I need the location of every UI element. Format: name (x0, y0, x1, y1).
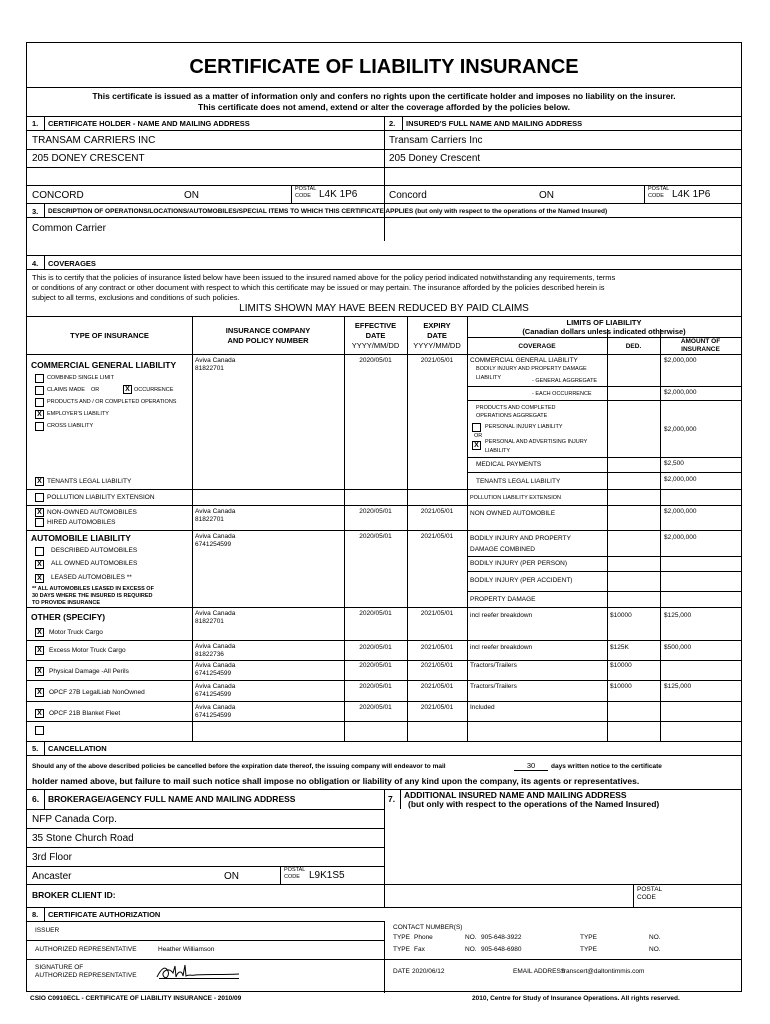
other-row-4-checkbox[interactable]: X (35, 688, 44, 697)
amt-tenants: $2,000,000 (664, 476, 697, 483)
insured-postal-label-2: CODE (648, 193, 664, 199)
sec2-num: 2. (389, 119, 396, 128)
holder-address: 205 DONEY CRESCENT (32, 153, 145, 164)
phone2-type-label: TYPE (580, 934, 597, 941)
date-label: DATE (393, 968, 410, 975)
intro-line-1: This certificate is issued as a matter of information only and confers no rights upon the certificate holder and imposes no liability on the insurer. (92, 91, 676, 101)
fax-number: 905-648-6980 (481, 946, 522, 953)
date-value: 2020/06/12 (412, 968, 445, 975)
holder-province: ON (184, 190, 199, 201)
header-coverage: COVERAGE (518, 343, 556, 350)
header-exp-2: DATE (427, 331, 447, 340)
all-owned-label: ALL OWNED AUTOMOBILES (51, 560, 138, 567)
other-row-1-amount: $125,000 (664, 612, 692, 619)
hired-autos-checkbox[interactable] (35, 518, 44, 527)
header-amount-1: AMOUNT OF (680, 338, 721, 345)
header-eff-1: EFFECTIVE (354, 321, 397, 330)
sec8-num: 8. (32, 910, 39, 919)
sec4-label: COVERAGES (48, 259, 96, 268)
signature-label-1: SIGNATURE OF (35, 964, 84, 971)
holder-postal-label-2: CODE (295, 193, 311, 199)
amt-each-occurrence: $2,000,000 (664, 389, 697, 396)
auto-cov-3: BODILY INJURY (PER ACCIDENT) (470, 577, 573, 584)
other-row-5-checkbox[interactable]: X (35, 709, 44, 718)
cov-products-2: OPERATIONS AGGREGATE (476, 413, 548, 419)
email-value: transcert@daltontimmis.com (562, 968, 645, 975)
cov-liability: LIABILITY (476, 375, 502, 381)
other-row-4-exp: 2021/05/01 (420, 683, 454, 690)
broker-city: Ancaster (32, 871, 72, 882)
broker-address-1: 35 Stone Church Road (32, 833, 134, 844)
insured-province: ON (539, 190, 554, 201)
other-row-1-ded: $10000 (610, 612, 632, 619)
header-eff-3: YYYY/MM/DD (351, 341, 400, 350)
cov-advertising-1: PERSONAL AND ADVERTISING INJURY (485, 439, 588, 445)
auto-note-3: TO PROVIDE INSURANCE (32, 600, 101, 606)
cov-medical: MEDICAL PAYMENTS (476, 461, 542, 468)
sec8-label: CERTIFICATE AUTHORIZATION (48, 910, 161, 919)
header-ded: DED. (625, 343, 642, 350)
contact-label: CONTACT NUMBER(S) (393, 924, 463, 931)
fax2-type-label: TYPE (580, 946, 597, 953)
additional-postal-label-1: POSTAL (637, 886, 663, 893)
auto-cov-2: BODILY INJURY (PER PERSON) (470, 560, 568, 567)
auto-title: AUTOMOBILE LIABILITY (31, 533, 131, 543)
auto-eff-date: 2020/05/01 (359, 533, 392, 540)
other-row-5-exp: 2021/05/01 (420, 704, 454, 711)
intro-line-2: This certificate does not amend, extend or alter the coverage afforded by the policies below. (198, 102, 570, 112)
holder-postal: L4K 1P6 (319, 189, 358, 200)
auto-note-1: ** ALL AUTOMOBILES LEASED IN EXCESS OF (32, 586, 154, 592)
holder-postal-label-1: POSTAL (295, 186, 317, 192)
pollution-label: POLLUTION LIABILITY EXTENSION (47, 494, 155, 501)
personal-injury-checkbox[interactable] (472, 423, 481, 432)
nonowned-policy: 81822701 (195, 516, 224, 523)
limits-note: LIMITS SHOWN MAY HAVE BEEN REDUCED BY PAID CLAIMS (239, 303, 529, 314)
cgl-eff-date: 2020/05/01 (359, 357, 392, 364)
cgl-title: COMMERCIAL GENERAL LIABILITY (31, 360, 177, 370)
auth-rep-label: AUTHORIZED REPRESENTATIVE (35, 946, 137, 953)
described-autos-label: DESCRIBED AUTOMOBILES (51, 547, 138, 554)
sec4-num: 4. (32, 259, 39, 268)
issuer-label: ISSUER (35, 927, 60, 934)
other-row-4-amount: $125,000 (664, 683, 692, 690)
other-row-1-eff: 2020/05/01 (359, 610, 392, 617)
or-label: OR (91, 387, 100, 393)
other-row-2-checkbox[interactable]: X (35, 646, 44, 655)
employers-liability-checkbox[interactable]: X (35, 410, 44, 419)
sec1-num: 1. (32, 119, 39, 128)
cancellation-days: 30 (514, 762, 548, 771)
other-row-5-company: Aviva Canada (195, 704, 236, 711)
header-limits-1: LIMITS OF LIABILITY (566, 318, 642, 327)
nonowned-amount: $2,000,000 (664, 508, 697, 515)
page-title: CERTIFICATE OF LIABILITY INSURANCE (189, 56, 579, 78)
other-row-2-eff: 2020/05/01 (359, 644, 392, 651)
combined-single-limit-checkbox[interactable] (35, 374, 44, 383)
other-row-3-policy: 6741254599 (195, 670, 232, 677)
signature-image (155, 961, 241, 983)
insured-postal-label-1: POSTAL (648, 186, 670, 192)
phone-no-label: NO. (465, 934, 477, 941)
cov-personal-injury: PERSONAL INJURY LIABILITY (485, 424, 563, 430)
sec1-label: CERTIFICATE HOLDER - NAME AND MAILING ADDRESS (48, 119, 250, 128)
holder-name: TRANSAM CARRIERS INC (32, 135, 156, 146)
sec6-label: BROKERAGE/AGENCY FULL NAME AND MAILING ADDRESS (48, 794, 296, 804)
insured-address: 205 Doney Crescent (389, 153, 481, 164)
broker-postal: L9K1S5 (309, 870, 345, 881)
claims-made-checkbox[interactable] (35, 386, 44, 395)
broker-address-2: 3rd Floor (32, 852, 73, 863)
other-row-2-label: Excess Motor Truck Cargo (49, 647, 126, 654)
sec2-label: INSURED'S FULL NAME AND MAILING ADDRESS (406, 119, 583, 128)
cancellation-text-2: holder named above, but failure to mail such notice shall impose no obligation or liability of any kind upon the company, its agents or representatives. (32, 776, 640, 786)
insured-name: Transam Carriers Inc (389, 135, 483, 146)
auth-rep-name: Heather Williamson (158, 946, 215, 953)
other-row-2-ded: $125K (610, 644, 629, 651)
auto-company: Aviva Canada (195, 533, 236, 540)
described-autos-checkbox[interactable] (35, 547, 44, 556)
pollution-checkbox[interactable] (35, 493, 44, 502)
holder-city: CONCORD (32, 190, 84, 201)
cancellation-text-1b: days written notice to the certificate (551, 763, 662, 770)
other-row-3-checkbox[interactable]: X (35, 667, 44, 676)
occurrence-checkbox[interactable]: X (123, 385, 132, 394)
sec6-num: 6. (32, 794, 40, 804)
other-row-3-company: Aviva Canada (195, 662, 236, 669)
broker-province: ON (224, 871, 239, 882)
header-exp-3: YYYY/MM/DD (413, 341, 461, 350)
cov-products-1: PRODUCTS AND COMPLETED (476, 405, 556, 411)
header-company-1: INSURANCE COMPANY (225, 326, 311, 335)
other-row-5-coverage: Included (470, 704, 495, 711)
other-row-3-ded: $10000 (610, 662, 632, 669)
auto-cov-4: PROPERTY DAMAGE (470, 596, 536, 603)
sec5-label: CANCELLATION (48, 744, 107, 753)
nonowned-company: Aviva Canada (195, 508, 236, 515)
cancellation-text-1a: Should any of the above described policies be cancelled before the expiration date thereof, the issuing company will endeavor to mail (32, 763, 446, 770)
other-row-6-checkbox[interactable] (35, 726, 44, 735)
auto-exp-date: 2021/05/01 (420, 533, 454, 540)
certificate-form (26, 42, 742, 992)
other-row-1-checkbox[interactable]: X (35, 628, 44, 637)
cov-tenants: TENANTS LEGAL LIABILITY (476, 478, 561, 485)
occurrence-label: OCCURRENCE (134, 387, 174, 393)
cgl-company: Aviva Canada (195, 357, 236, 364)
cov-cgl: COMMERCIAL GENERAL LIABILITY (470, 357, 578, 364)
sec3-num: 3. (32, 207, 39, 216)
sec7-label-1: ADDITIONAL INSURED NAME AND MAILING ADDRESS (404, 790, 627, 800)
header-exp-1: EXPIRY (423, 321, 451, 330)
other-row-2-policy: 81822736 (195, 651, 224, 658)
auto-policy: 6741254599 (195, 541, 232, 548)
cgl-policy: 81822701 (195, 365, 224, 372)
sec5-num: 5. (32, 744, 39, 753)
coverage-text-3: subject to all terms, exclusions and conditions of such policies. (32, 293, 240, 302)
other-row-2-amount: $500,000 (664, 644, 692, 651)
other-row-5-label: OPCF 21B Blanket Fleet (49, 710, 121, 717)
leased-autos-label: LEASED AUTOMOBILES ** (51, 574, 132, 581)
coverage-text-2: or conditions of any contract or other document with respect to which this certificate may be issued or may pertain. The insurance afforded by the policies described herein is (32, 283, 605, 292)
other-row-1-policy: 81822701 (195, 618, 224, 625)
amt-general-aggregate: $2,000,000 (664, 357, 697, 364)
personal-advertising-checkbox[interactable]: X (472, 441, 481, 450)
other-row-1-coverage: incl reefer breakdown (470, 612, 533, 619)
amt-medical: $2,500 (664, 460, 684, 467)
amt-advertising: $2,000,000 (664, 426, 697, 433)
fax-type: Fax (414, 946, 425, 953)
other-row-3-eff: 2020/05/01 (359, 662, 392, 669)
non-owned-checkbox[interactable]: X (35, 508, 44, 517)
employers-liability-label: EMPLOYER'S LIABILITY (47, 411, 109, 417)
sec3-label: DESCRIPTION OF OPERATIONS/LOCATIONS/AUTOMOBILES/SPECIAL ITEMS TO WHICH THIS CERTIFICATE APPLIES (but only with respect to the operations of the Named Insured) (48, 208, 608, 215)
header-eff-2: DATE (365, 331, 386, 340)
cov-pollution: POLLUTION LIABILITY EXTENSION (470, 495, 561, 501)
sec7-num: 7. (388, 794, 396, 804)
broker-name: NFP Canada Corp. (32, 814, 117, 825)
hired-autos-label: HIRED AUTOMOBILES (47, 519, 116, 526)
nonowned-coverage: NON OWNED AUTOMOBILE (470, 510, 556, 517)
broker-postal-label-1: POSTAL (284, 867, 306, 873)
other-row-4-ded: $10000 (610, 683, 632, 690)
cross-liability-label: CROSS LIABILITY (47, 423, 94, 429)
auto-cov-1a: BODILY INJURY AND PROPERTY (470, 535, 571, 542)
products-checkbox[interactable] (35, 398, 44, 407)
fax-type-label: TYPE (393, 946, 410, 953)
email-label: EMAIL ADDRESS (513, 968, 566, 975)
other-row-3-exp: 2021/05/01 (420, 662, 454, 669)
operations-description: Common Carrier (32, 223, 106, 234)
non-owned-label: NON-OWNED AUTOMOBILES (47, 509, 137, 516)
coverage-text-1: This is to certify that the policies of insurance listed below have been issued to the insured named above for the policy period indicated notwithstanding any requirements, terms (32, 273, 616, 282)
nonowned-exp-date: 2021/05/01 (420, 508, 454, 515)
signature-label-2: AUTHORIZED REPRESENTATIVE (35, 972, 137, 979)
leased-autos-checkbox[interactable]: X (35, 574, 44, 583)
header-type: TYPE OF INSURANCE (70, 331, 149, 340)
other-row-4-eff: 2020/05/01 (359, 683, 392, 690)
sec7-label-2: (but only with respect to the operations of the Named Insured) (408, 799, 660, 809)
auto-amount: $2,000,000 (664, 534, 697, 541)
other-row-1-label: Motor Truck Cargo (49, 629, 103, 636)
other-title: OTHER (SPECIFY) (31, 612, 106, 622)
other-row-1-exp: 2021/05/01 (420, 610, 454, 617)
other-row-3-coverage: Tractors/Trailers (470, 662, 517, 669)
header-company-2: AND POLICY NUMBER (227, 336, 309, 345)
tenants-liability-label: TENANTS LEGAL LIABILITY (47, 478, 132, 485)
other-row-5-policy: 6741254599 (195, 712, 232, 719)
cov-advertising-2: LIABILITY (485, 448, 511, 454)
cross-liability-checkbox[interactable] (35, 422, 44, 431)
other-row-4-company: Aviva Canada (195, 683, 236, 690)
other-row-2-company: Aviva Canada (195, 643, 236, 650)
footer-left: CSIO C0910ECL - CERTIFICATE OF LIABILITY INSURANCE - 2010/09 (30, 995, 242, 1002)
combined-single-limit-label: COMBINED SINGLE LIMIT (47, 375, 114, 381)
claims-made-label: CLAIMS MADE (47, 387, 85, 393)
cgl-exp-date: 2021/05/01 (420, 357, 454, 364)
cov-each-occurrence: - EACH OCCURRENCE (532, 391, 592, 397)
other-row-2-coverage: incl reefer breakdown (470, 644, 533, 651)
broker-client-id: BROKER CLIENT ID: (32, 890, 116, 900)
footer-right: 2010, Centre for Study of Insurance Operations. All rights reserved. (472, 995, 680, 1002)
insured-city: Concord (389, 190, 427, 201)
phone-number: 905-648-3922 (481, 934, 522, 941)
broker-postal-label-2: CODE (284, 874, 300, 880)
insured-postal: L4K 1P6 (672, 189, 711, 200)
auto-cov-1b: DAMAGE COMBINED (470, 546, 536, 553)
other-row-4-coverage: Tractors/Trailers (470, 683, 517, 690)
cov-or: OR (474, 433, 483, 439)
phone-type-label: TYPE (393, 934, 410, 941)
tenants-liability-checkbox[interactable]: X (35, 477, 44, 486)
cov-general-aggregate: - GENERAL AGGREGATE (532, 378, 598, 384)
other-row-4-label: OPCF 27B LegalLiab NonOwned (49, 689, 145, 696)
nonowned-eff-date: 2020/05/01 (359, 508, 392, 515)
phone2-no-label: NO. (649, 934, 661, 941)
cov-bodily-injury: BODILY INJURY AND PROPERTY DAMAGE (476, 366, 587, 372)
other-row-4-policy: 6741254599 (195, 691, 232, 698)
header-amount-2: INSURANCE (681, 346, 720, 353)
phone-type: Phone (414, 934, 433, 941)
products-label: PRODUCTS AND / OR COMPLETED OPERATIONS (47, 399, 177, 405)
other-row-2-exp: 2021/05/01 (420, 644, 454, 651)
all-owned-checkbox[interactable]: X (35, 560, 44, 569)
header-limits-2: (Canadian dollars unless indicated otherwise) (522, 327, 686, 336)
other-row-3-label: Physical Damage -All Perils (49, 668, 129, 675)
additional-postal-label-2: CODE (637, 894, 656, 901)
fax-no-label: NO. (465, 946, 477, 953)
fax2-no-label: NO. (649, 946, 661, 953)
auto-note-2: 30 DAYS WHERE THE INSURED IS REQUIRED (32, 593, 153, 599)
other-row-1-company: Aviva Canada (195, 610, 236, 617)
other-row-5-eff: 2020/05/01 (359, 704, 392, 711)
